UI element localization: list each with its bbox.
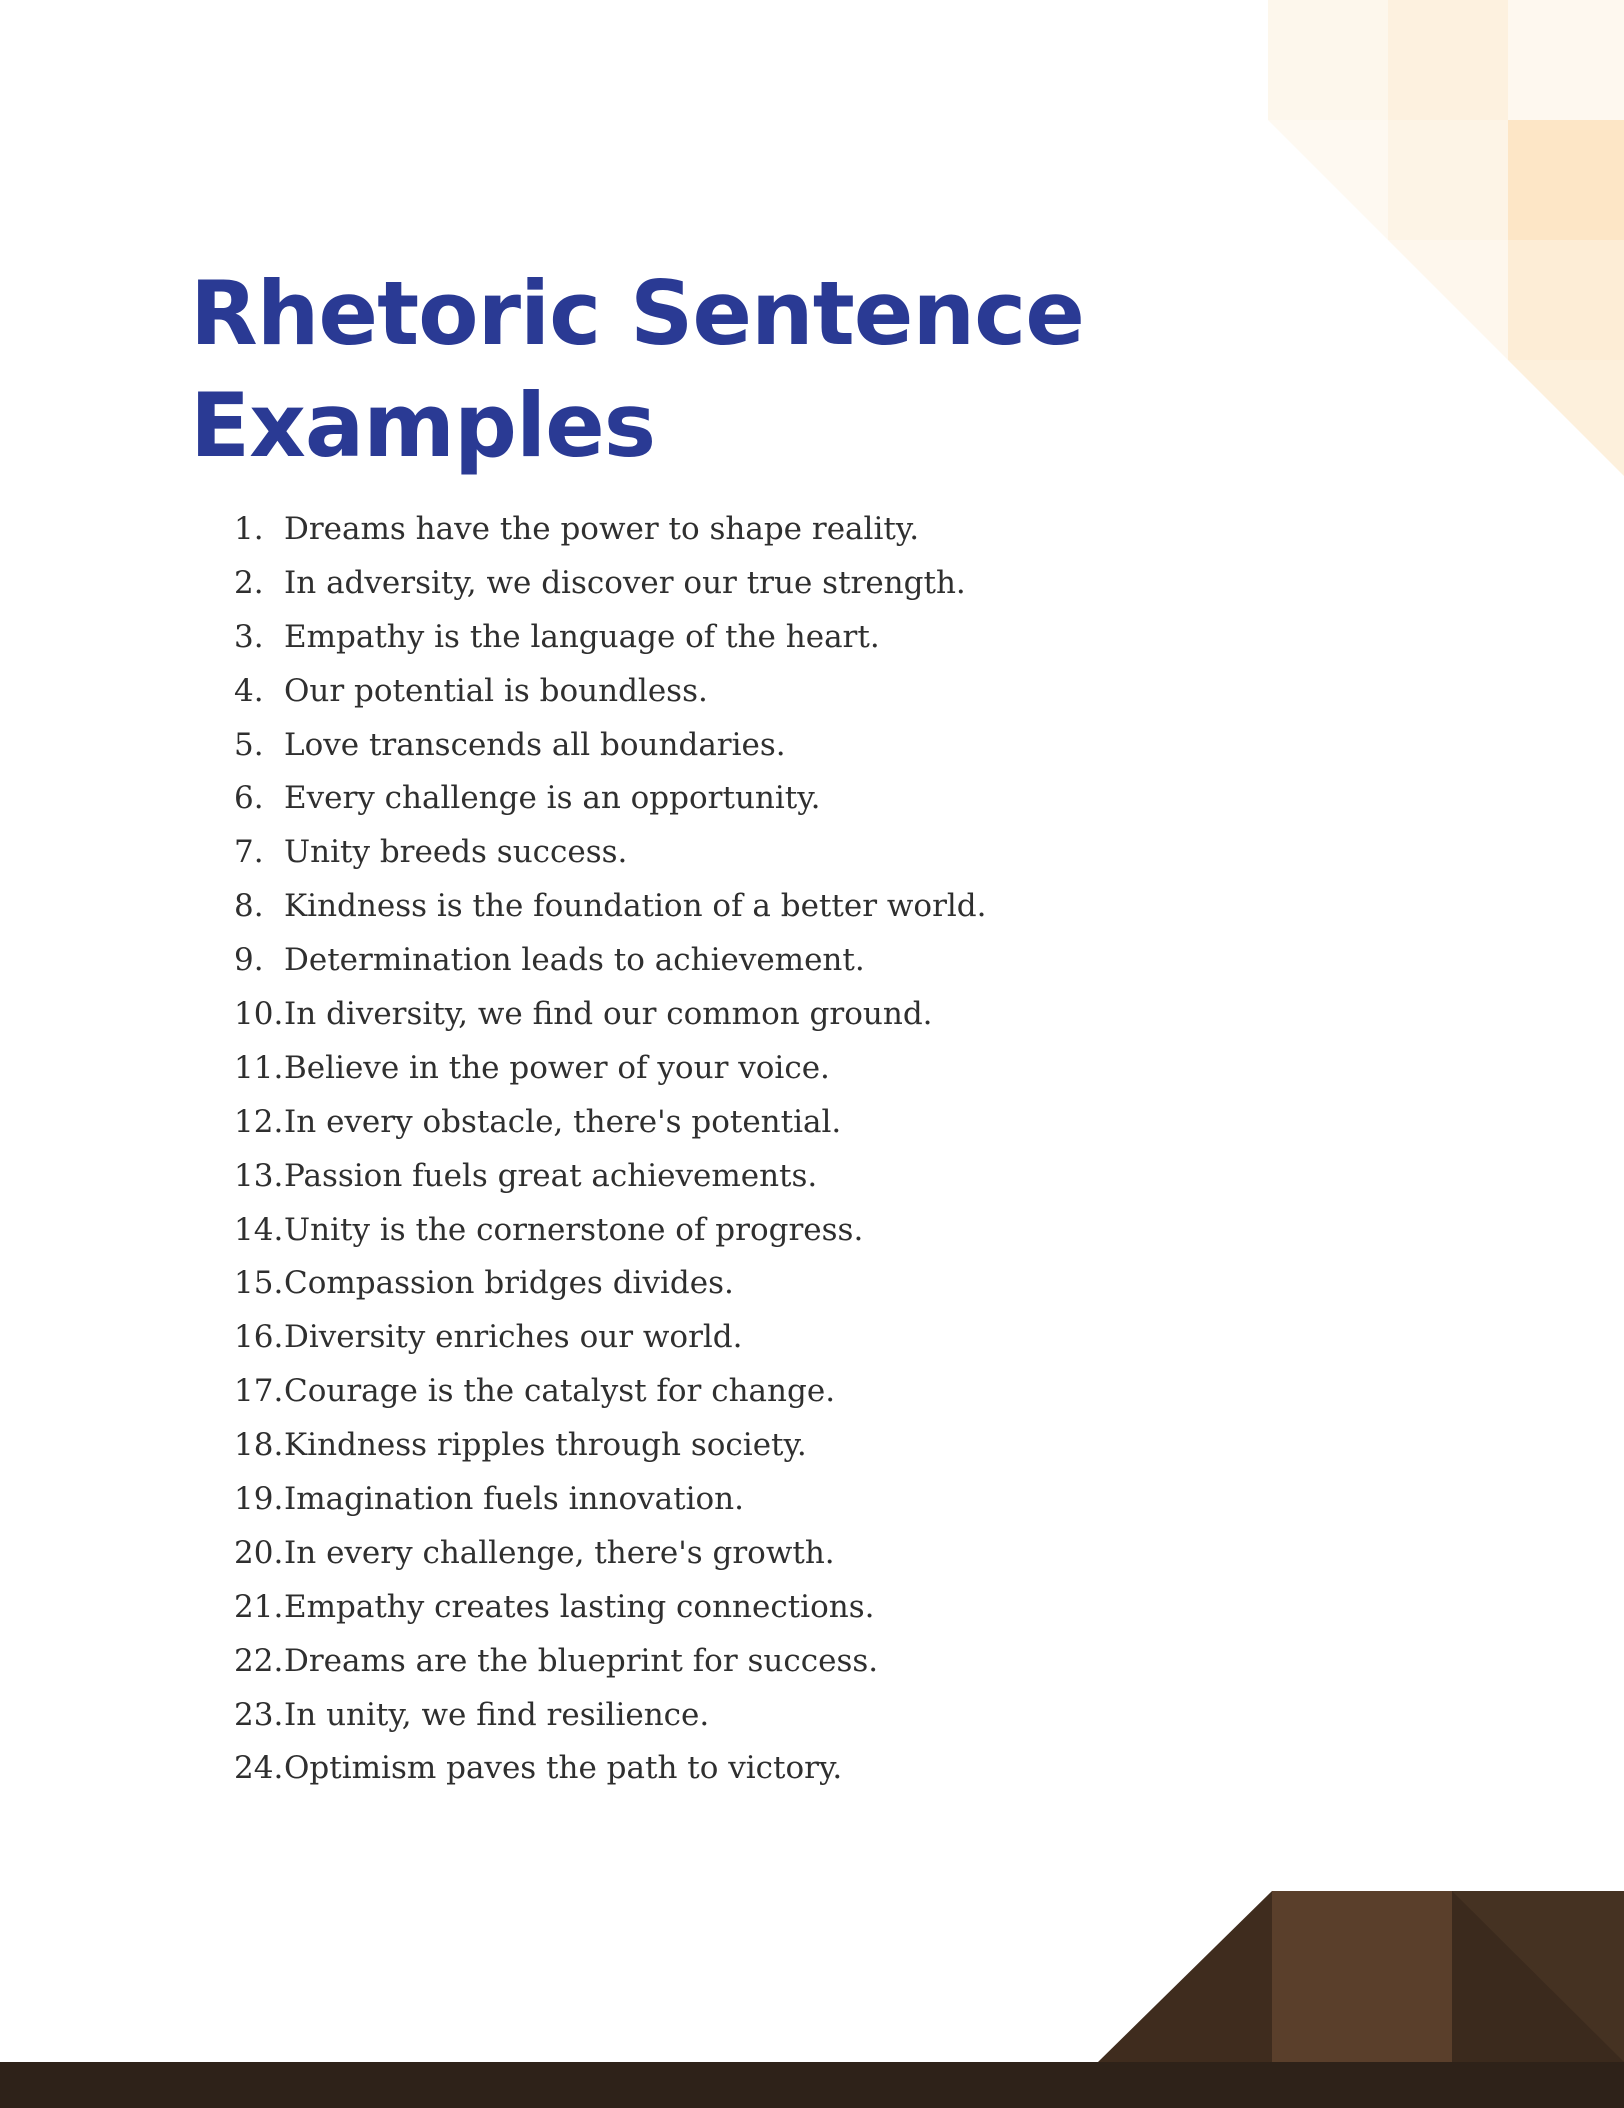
list-item bbox=[234, 557, 987, 611]
item-number: 17. bbox=[234, 1373, 284, 1410]
list-item bbox=[234, 1473, 987, 1527]
item-text: Every challenge is an opportunity. bbox=[284, 780, 821, 817]
item-number: 23. bbox=[234, 1696, 284, 1733]
item-number: 22. bbox=[234, 1642, 284, 1679]
item-number: 21. bbox=[234, 1588, 284, 1625]
list-item bbox=[234, 1311, 987, 1365]
item-number: 6. bbox=[234, 780, 264, 817]
item-number: 15. bbox=[234, 1265, 284, 1302]
list-item bbox=[234, 1581, 987, 1635]
list-item bbox=[234, 1365, 987, 1419]
item-text: Courage is the catalyst for change. bbox=[284, 1373, 836, 1410]
item-number: 11. bbox=[234, 1049, 284, 1086]
item-text: Dreams have the power to shape reality. bbox=[284, 511, 920, 547]
item-number: 1. bbox=[234, 511, 264, 547]
item-number: 8. bbox=[234, 888, 264, 925]
item-text: Optimism paves the path to victory. bbox=[284, 1750, 843, 1787]
list-item bbox=[234, 503, 987, 557]
item-number: 18. bbox=[234, 1427, 284, 1464]
item-text: Our potential is boundless. bbox=[284, 672, 708, 709]
item-text: Empathy is the language of the heart. bbox=[284, 618, 880, 655]
item-text: Kindness ripples through society. bbox=[284, 1427, 807, 1464]
item-text: Unity breeds success. bbox=[284, 834, 628, 871]
item-number: 12. bbox=[234, 1103, 284, 1140]
item-text: Kindness is the foundation of a better world. bbox=[284, 888, 987, 925]
item-text: Believe in the power of your voice. bbox=[284, 1049, 830, 1086]
top-right-decoration bbox=[1268, 0, 1624, 476]
list-item bbox=[234, 665, 987, 719]
list-item bbox=[234, 772, 987, 826]
item-text: In unity, we find resilience. bbox=[284, 1696, 710, 1733]
item-text: In adversity, we discover our true strength. bbox=[284, 564, 966, 601]
item-text: In diversity, we find our common ground. bbox=[284, 996, 933, 1033]
item-text: Love transcends all boundaries. bbox=[284, 726, 786, 763]
list-item bbox=[234, 1096, 987, 1150]
item-text: Empathy creates lasting connections. bbox=[284, 1588, 875, 1625]
item-number: 20. bbox=[234, 1534, 284, 1571]
list-item bbox=[234, 1419, 987, 1473]
bottom-right-decoration bbox=[1098, 1891, 1624, 2062]
sentence-list bbox=[234, 503, 987, 1796]
item-text: Diversity enriches our world. bbox=[284, 1319, 743, 1356]
document-title: Rhetoric Sentence Examples bbox=[190, 262, 1084, 477]
item-number: 2. bbox=[234, 564, 264, 601]
item-number: 9. bbox=[234, 942, 264, 979]
item-text: Passion fuels great achievements. bbox=[284, 1157, 818, 1194]
footer-bar bbox=[0, 2062, 1624, 2108]
list-item bbox=[234, 1204, 987, 1258]
list-item bbox=[234, 1257, 987, 1311]
list-item bbox=[234, 1527, 987, 1581]
list-item bbox=[234, 1635, 987, 1689]
list-item bbox=[234, 719, 987, 773]
item-text: In every challenge, there's growth. bbox=[284, 1534, 835, 1571]
item-text: Imagination fuels innovation. bbox=[284, 1481, 745, 1518]
list-item bbox=[234, 1742, 987, 1796]
item-text: Compassion bridges divides. bbox=[284, 1265, 734, 1302]
item-number: 10. bbox=[234, 996, 284, 1033]
item-number: 3. bbox=[234, 618, 264, 655]
item-number: 5. bbox=[234, 726, 264, 763]
item-number: 14. bbox=[234, 1211, 284, 1248]
item-number: 24. bbox=[234, 1750, 284, 1787]
item-number: 13. bbox=[234, 1157, 284, 1194]
item-text: Dreams are the blueprint for success. bbox=[284, 1642, 879, 1679]
item-number: 7. bbox=[234, 834, 264, 871]
item-text: Unity is the cornerstone of progress. bbox=[284, 1211, 864, 1248]
list-item bbox=[234, 1150, 987, 1204]
item-number: 16. bbox=[234, 1319, 284, 1356]
list-item bbox=[234, 934, 987, 988]
list-item bbox=[234, 988, 987, 1042]
list-item bbox=[234, 880, 987, 934]
list-item bbox=[234, 826, 987, 880]
item-text: In every obstacle, there's potential. bbox=[284, 1103, 842, 1140]
item-number: 19. bbox=[234, 1481, 284, 1518]
list-item bbox=[234, 1689, 987, 1743]
item-number: 4. bbox=[234, 672, 264, 709]
list-item bbox=[234, 611, 987, 665]
item-text: Determination leads to achievement. bbox=[284, 942, 865, 979]
list-item bbox=[234, 1042, 987, 1096]
